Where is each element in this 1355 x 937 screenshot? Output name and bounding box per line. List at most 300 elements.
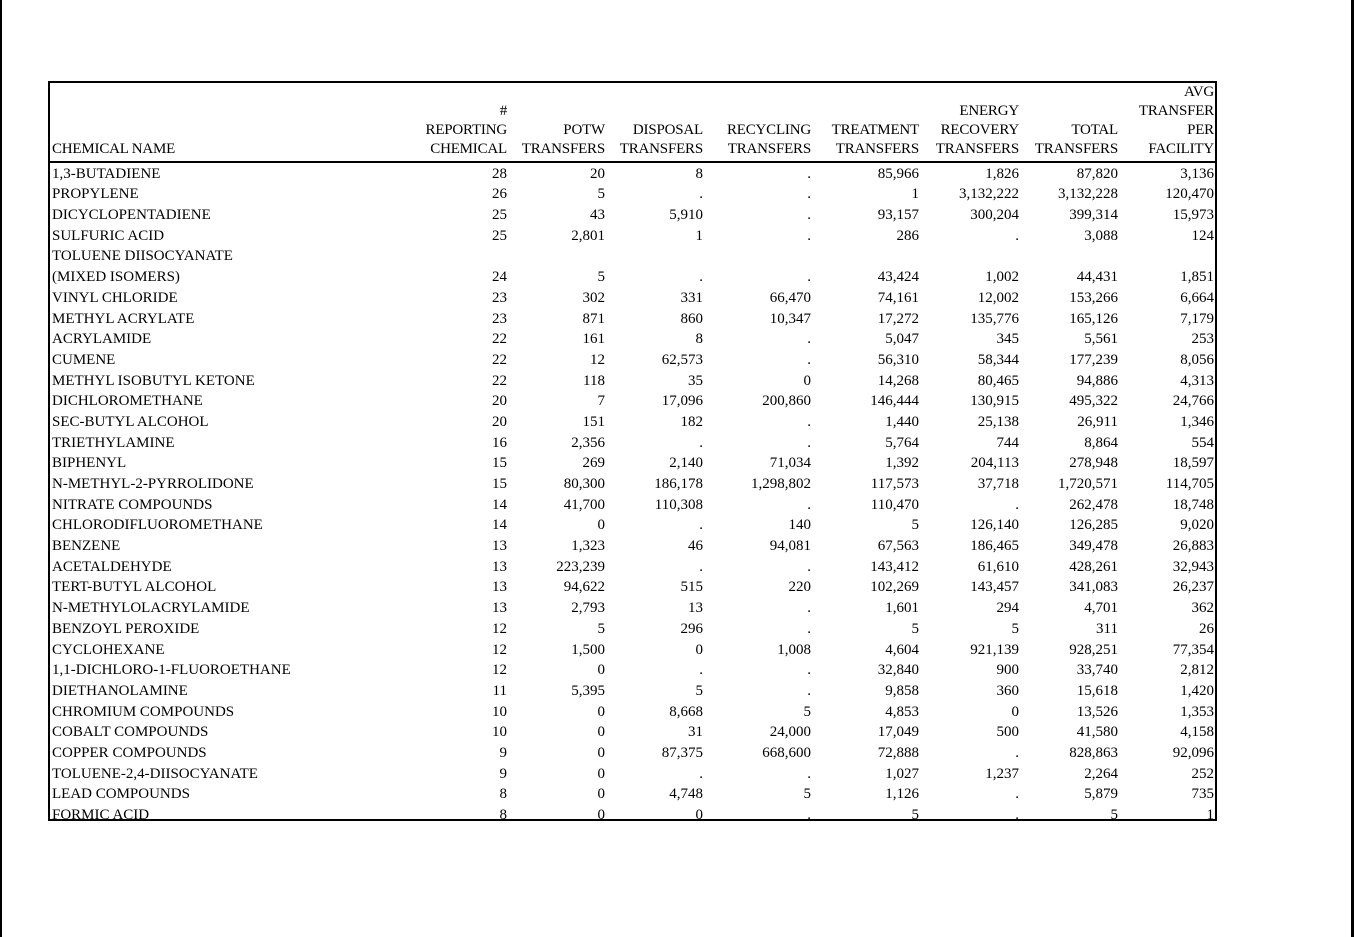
- treatment-transfers-cell: 4,604: [885, 641, 919, 658]
- chemical-transfers-table: [50, 83, 1215, 825]
- column-header-line: RECYCLING: [726, 122, 811, 138]
- avg-transfer-per-facility-cell: 26,883: [1172, 538, 1214, 555]
- table-row: [50, 162, 1215, 184]
- potw-transfers-cell: 118: [583, 372, 605, 389]
- reporting-chemical-cell: 14: [492, 517, 507, 534]
- energy-recovery-transfers-cell: 294: [996, 600, 1019, 617]
- recycling-transfers-cell: 94,081: [769, 538, 811, 555]
- reporting-chemical-cell: 22: [492, 331, 507, 348]
- potw-transfers-cell: 1,500: [571, 641, 605, 658]
- recycling-transfers-cell: .: [807, 558, 811, 575]
- reporting-chemical-cell: 23: [492, 310, 507, 327]
- total-transfers-cell: 26,911: [1077, 413, 1118, 430]
- energy-recovery-transfers-cell: 3,132,222: [959, 186, 1019, 203]
- avg-transfer-per-facility-cell: 3,136: [1180, 165, 1214, 182]
- total-transfers-cell: 177,239: [1069, 351, 1118, 368]
- disposal-transfers-cell: 296: [680, 620, 703, 637]
- chemical-name-cell: CHLORODIFLUOROMETHANE: [52, 517, 263, 534]
- table-row: [50, 411, 1215, 432]
- reporting-chemical-cell: 9: [499, 744, 507, 761]
- potw-transfers-cell: 0: [597, 765, 605, 782]
- column-header-avg-transfer-per-facility: [1119, 83, 1215, 162]
- potw-transfers-cell: 0: [597, 744, 605, 761]
- disposal-transfers-cell: 186,178: [654, 476, 703, 492]
- recycling-transfers-cell: [704, 246, 812, 267]
- reporting-chemical-cell: 12: [492, 620, 507, 637]
- avg-transfer-per-facility-cell: 1: [1206, 807, 1214, 823]
- recycling-transfers-cell: .: [807, 682, 811, 699]
- chemical-name-cell: BIPHENYL: [52, 455, 127, 472]
- column-header-line: AVG: [1184, 84, 1214, 100]
- energy-recovery-transfers-cell: 500: [996, 724, 1019, 741]
- potw-transfers-cell: 223,239: [556, 558, 605, 575]
- disposal-transfers-cell: 1: [695, 227, 703, 244]
- disposal-transfers-cell: .: [699, 434, 703, 451]
- disposal-transfers-cell: 17,096: [661, 393, 703, 410]
- disposal-transfers-cell: .: [699, 662, 703, 679]
- chemical-name-cell: (MIXED ISOMERS): [52, 269, 180, 286]
- chemical-name-cell: COBALT COMPOUNDS: [52, 724, 209, 741]
- chemical-name-cell: ACETALDEHYDE: [52, 558, 172, 575]
- total-transfers-cell: 399,314: [1069, 207, 1118, 224]
- treatment-transfers-cell: 17,049: [877, 724, 919, 741]
- table-row: [50, 660, 1215, 681]
- reporting-chemical-cell: [412, 246, 508, 267]
- treatment-transfers-cell: 56,310: [877, 351, 919, 368]
- reporting-chemical-cell: 14: [492, 496, 507, 513]
- potw-transfers-cell: 0: [597, 517, 605, 534]
- treatment-transfers-cell: 43,424: [877, 269, 919, 286]
- treatment-transfers-cell: 85,966: [877, 165, 919, 182]
- total-transfers-cell: 495,322: [1069, 393, 1118, 410]
- recycling-transfers-cell: .: [807, 434, 811, 451]
- column-header-potw-transfers: [508, 83, 606, 162]
- energy-recovery-transfers-cell: 1,002: [985, 269, 1019, 286]
- total-transfers-cell: 94,886: [1076, 372, 1118, 389]
- table-row: [50, 225, 1215, 246]
- treatment-transfers-cell: 14,268: [877, 372, 919, 389]
- energy-recovery-transfers-cell: 204,113: [970, 455, 1019, 472]
- chemical-name-cell: CHROMIUM COMPOUNDS: [52, 703, 235, 720]
- column-header-energy-recovery-transfers: [920, 83, 1020, 162]
- treatment-transfers-cell: 1,126: [885, 786, 919, 803]
- chemical-name-cell: FORMIC ACID: [52, 807, 150, 823]
- avg-transfer-per-facility-cell: 252: [1191, 765, 1214, 782]
- column-header-line: REPORTING: [425, 122, 507, 138]
- recycling-transfers-cell: 140: [788, 517, 811, 534]
- disposal-transfers-cell: .: [699, 186, 703, 203]
- avg-transfer-per-facility-cell: 253: [1191, 331, 1214, 348]
- recycling-transfers-cell: .: [807, 331, 811, 348]
- column-header-line: TRANSFERS: [835, 141, 919, 157]
- potw-transfers-cell: 12: [590, 351, 605, 368]
- column-header-line: TRANSFERS: [727, 141, 811, 157]
- table-row: [50, 763, 1215, 784]
- avg-transfer-per-facility-cell: 18,748: [1172, 496, 1214, 513]
- disposal-transfers-cell: 5: [695, 682, 703, 699]
- energy-recovery-transfers-cell: .: [1015, 807, 1019, 823]
- total-transfers-cell: 278,948: [1069, 455, 1118, 472]
- total-transfers-cell: 928,251: [1069, 641, 1118, 658]
- avg-transfer-per-facility-cell: 9,020: [1180, 517, 1214, 534]
- total-transfers-cell: 33,740: [1076, 662, 1118, 679]
- column-header-chemical-name: [50, 83, 412, 162]
- avg-transfer-per-facility-cell: 124: [1191, 227, 1214, 244]
- column-header-line: ENERGY: [959, 103, 1019, 119]
- disposal-transfers-cell: 62,573: [661, 351, 703, 368]
- reporting-chemical-cell: 9: [499, 765, 507, 782]
- chemical-name-cell: PROPYLENE: [52, 186, 139, 203]
- disposal-transfers-cell: 182: [680, 413, 703, 430]
- column-header-treatment-transfers: [812, 83, 920, 162]
- avg-transfer-per-facility-cell: 32,943: [1172, 558, 1214, 575]
- avg-transfer-per-facility-cell: 26: [1199, 620, 1214, 637]
- column-header-line: RECOVERY: [940, 122, 1019, 138]
- chemical-name-cell: TOLUENE-2,4-DIISOCYANATE: [52, 765, 258, 782]
- potw-transfers-cell: 94,622: [563, 579, 605, 596]
- disposal-transfers-cell: 8: [695, 165, 703, 182]
- avg-transfer-per-facility-cell: 92,096: [1172, 744, 1214, 761]
- avg-transfer-per-facility-cell: 6,664: [1180, 289, 1214, 306]
- table-row: [50, 742, 1215, 763]
- potw-transfers-cell: 2,356: [571, 434, 605, 451]
- reporting-chemical-cell: 22: [492, 351, 507, 368]
- reporting-chemical-cell: 15: [492, 476, 507, 492]
- table-row: [50, 722, 1215, 743]
- reporting-chemical-cell: 13: [492, 600, 507, 617]
- table-row: [50, 515, 1215, 536]
- table-body: [50, 162, 1215, 825]
- reporting-chemical-cell: 25: [492, 227, 507, 244]
- reporting-chemical-cell: 23: [492, 289, 507, 306]
- chemical-name-cell: VINYL CHLORIDE: [52, 289, 178, 306]
- recycling-transfers-cell: 71,034: [769, 455, 811, 472]
- reporting-chemical-cell: 28: [492, 165, 507, 182]
- total-transfers-cell: 828,863: [1069, 744, 1118, 761]
- recycling-transfers-cell: 200,860: [762, 393, 811, 410]
- energy-recovery-transfers-cell: 300,204: [970, 207, 1019, 224]
- disposal-transfers-cell: 87,375: [661, 744, 703, 761]
- column-header-reporting-chemical: [412, 83, 508, 162]
- disposal-transfers-cell: [606, 246, 704, 267]
- recycling-transfers-cell: .: [807, 765, 811, 782]
- avg-transfer-per-facility-cell: [1119, 246, 1215, 267]
- treatment-transfers-cell: 32,840: [877, 662, 919, 679]
- reporting-chemical-cell: 20: [492, 393, 507, 410]
- energy-recovery-transfers-cell: 143,457: [970, 579, 1019, 596]
- potw-transfers-cell: 41,700: [563, 496, 605, 513]
- recycling-transfers-cell: 220: [788, 579, 811, 596]
- potw-transfers-cell: 7: [597, 393, 605, 410]
- energy-recovery-transfers-cell: [920, 246, 1020, 267]
- potw-transfers-cell: 302: [582, 289, 605, 306]
- recycling-transfers-cell: .: [807, 207, 811, 224]
- energy-recovery-transfers-cell: 80,465: [977, 372, 1019, 389]
- table-row: [50, 701, 1215, 722]
- recycling-transfers-cell: 5: [803, 703, 811, 720]
- chemical-name-cell: TRIETHYLAMINE: [52, 434, 175, 451]
- reporting-chemical-cell: 13: [492, 558, 507, 575]
- total-transfers-cell: 13,526: [1076, 703, 1118, 720]
- table-row: [50, 266, 1215, 287]
- column-header-line: TRANSFERS: [619, 141, 703, 157]
- potw-transfers-cell: 5: [597, 186, 605, 203]
- reporting-chemical-cell: 24: [492, 269, 507, 286]
- column-header-line: TRANSFERS: [1034, 141, 1118, 157]
- total-transfers-cell: 311: [1096, 620, 1118, 637]
- reporting-chemical-cell: 13: [492, 538, 507, 555]
- disposal-transfers-cell: 2,140: [669, 455, 703, 472]
- treatment-transfers-cell: 93,157: [877, 207, 919, 224]
- potw-transfers-cell: 1,323: [571, 538, 605, 555]
- column-header-line: PER: [1187, 122, 1214, 138]
- total-transfers-cell: 341,083: [1069, 579, 1118, 596]
- disposal-transfers-cell: 35: [688, 372, 703, 389]
- recycling-transfers-cell: .: [807, 496, 811, 513]
- table-row: [50, 494, 1215, 515]
- potw-transfers-cell: 2,801: [571, 227, 605, 244]
- chemical-name-cell: BENZOYL PEROXIDE: [52, 620, 200, 637]
- reporting-chemical-cell: 8: [499, 807, 507, 823]
- header-row: [50, 83, 1215, 162]
- table-row: [50, 804, 1215, 825]
- potw-transfers-cell: 5,395: [571, 682, 605, 699]
- table-row: [50, 639, 1215, 660]
- treatment-transfers-cell: 102,269: [870, 579, 919, 596]
- table-row: [50, 784, 1215, 805]
- energy-recovery-transfers-cell: 61,610: [977, 558, 1019, 575]
- avg-transfer-per-facility-cell: 7,179: [1180, 310, 1214, 327]
- chemical-name-cell: TOLUENE DIISOCYANATE: [52, 248, 233, 265]
- potw-transfers-cell: 871: [582, 310, 605, 327]
- chemical-name-cell: N-METHYL-2-PYRROLIDONE: [52, 476, 254, 492]
- treatment-transfers-cell: 9,858: [885, 682, 919, 699]
- disposal-transfers-cell: 31: [688, 724, 703, 741]
- table-row: [50, 308, 1215, 329]
- treatment-transfers-cell: 143,412: [870, 558, 919, 575]
- potw-transfers-cell: 151: [582, 413, 605, 430]
- chemical-name-cell: TERT-BUTYL ALCOHOL: [52, 579, 217, 596]
- total-transfers-cell: 41,580: [1076, 724, 1118, 741]
- column-header-line: TREATMENT: [831, 122, 919, 138]
- total-transfers-cell: 2,264: [1084, 765, 1118, 782]
- potw-transfers-cell: 2,793: [571, 600, 605, 617]
- chemical-name-cell: LEAD COMPOUNDS: [52, 786, 190, 803]
- potw-transfers-cell: 5: [597, 620, 605, 637]
- disposal-transfers-cell: .: [699, 558, 703, 575]
- treatment-transfers-cell: 117,573: [870, 476, 919, 492]
- treatment-transfers-cell: 17,272: [877, 310, 919, 327]
- treatment-transfers-cell: 1,392: [885, 455, 919, 472]
- treatment-transfers-cell: [812, 246, 920, 267]
- table-row: [50, 535, 1215, 556]
- total-transfers-cell: 126,285: [1069, 517, 1118, 534]
- column-header-line: DISPOSAL: [632, 122, 703, 138]
- page-border-left: [0, 0, 2, 937]
- chemical-name-cell: NITRATE COMPOUNDS: [52, 496, 213, 513]
- chemical-name-cell: ACRYLAMIDE: [52, 331, 152, 348]
- table-row: [50, 329, 1215, 350]
- total-transfers-cell: 87,820: [1076, 165, 1118, 182]
- treatment-transfers-cell: 67,563: [877, 538, 919, 555]
- disposal-transfers-cell: 860: [680, 310, 703, 327]
- disposal-transfers-cell: 110,308: [654, 496, 703, 513]
- disposal-transfers-cell: 0: [695, 641, 703, 658]
- recycling-transfers-cell: 10,347: [769, 310, 811, 327]
- disposal-transfers-cell: .: [699, 269, 703, 286]
- avg-transfer-per-facility-cell: 120,470: [1165, 186, 1214, 203]
- potw-transfers-cell: 269: [582, 455, 605, 472]
- avg-transfer-per-facility-cell: 2,812: [1180, 662, 1214, 679]
- total-transfers-cell: 8,864: [1084, 434, 1118, 451]
- column-header-line: CHEMICAL NAME: [52, 141, 176, 157]
- column-header-line: TRANSFERS: [521, 141, 605, 157]
- energy-recovery-transfers-cell: 5: [1011, 620, 1019, 637]
- table-row: [50, 556, 1215, 577]
- chemical-name-cell: SULFURIC ACID: [52, 227, 165, 244]
- column-header-disposal-transfers: [606, 83, 704, 162]
- recycling-transfers-cell: .: [807, 186, 811, 203]
- treatment-transfers-cell: 5: [911, 620, 919, 637]
- chemical-name-cell: COPPER COMPOUNDS: [52, 744, 207, 761]
- treatment-transfers-cell: 286: [896, 227, 919, 244]
- avg-transfer-per-facility-cell: 1,346: [1180, 413, 1214, 430]
- total-transfers-cell: 153,266: [1069, 289, 1118, 306]
- potw-transfers-cell: 0: [597, 807, 605, 823]
- energy-recovery-transfers-cell: 900: [996, 662, 1019, 679]
- disposal-transfers-cell: 8: [695, 331, 703, 348]
- disposal-transfers-cell: 46: [688, 538, 703, 555]
- treatment-transfers-cell: 72,888: [877, 744, 919, 761]
- disposal-transfers-cell: 13: [688, 600, 703, 617]
- total-transfers-cell: 5,561: [1084, 331, 1118, 348]
- column-header-line: #: [499, 103, 507, 119]
- chemical-name-cell: METHYL ISOBUTYL KETONE: [52, 372, 255, 389]
- column-header-line: CHEMICAL: [430, 141, 507, 157]
- avg-transfer-per-facility-cell: 554: [1191, 434, 1214, 451]
- chemical-name-cell: CYCLOHEXANE: [52, 641, 165, 658]
- column-header-line: FACILITY: [1148, 141, 1214, 157]
- chemical-name-cell: METHYL ACRYLATE: [52, 310, 195, 327]
- total-transfers-cell: 3,088: [1084, 227, 1118, 244]
- energy-recovery-transfers-cell: .: [1015, 496, 1019, 513]
- potw-transfers-cell: [508, 246, 606, 267]
- total-transfers-cell: 4,701: [1084, 600, 1118, 617]
- table-row: [50, 287, 1215, 308]
- potw-transfers-cell: 0: [597, 786, 605, 803]
- chemical-name-cell: CUMENE: [52, 351, 116, 368]
- column-header-line: TOTAL: [1071, 122, 1118, 138]
- recycling-transfers-cell: 5: [803, 786, 811, 803]
- treatment-transfers-cell: 4,853: [885, 703, 919, 720]
- total-transfers-cell: 5,879: [1084, 786, 1118, 803]
- chemical-name-cell: DIETHANOLAMINE: [52, 682, 188, 699]
- avg-transfer-per-facility-cell: 735: [1191, 786, 1214, 803]
- table-row: [50, 597, 1215, 618]
- reporting-chemical-cell: 10: [492, 703, 507, 720]
- energy-recovery-transfers-cell: 58,344: [977, 351, 1019, 368]
- reporting-chemical-cell: 26: [492, 186, 507, 203]
- table-row: [50, 618, 1215, 639]
- recycling-transfers-cell: .: [807, 807, 811, 823]
- chemical-name-cell: 1,1-DICHLORO-1-FLUOROETHANE: [52, 662, 291, 679]
- reporting-chemical-cell: 16: [492, 434, 507, 451]
- disposal-transfers-cell: 0: [695, 807, 703, 823]
- table-row: [50, 432, 1215, 453]
- potw-transfers-cell: 5: [597, 269, 605, 286]
- avg-transfer-per-facility-cell: 362: [1191, 600, 1214, 617]
- total-transfers-cell: 15,618: [1076, 682, 1118, 699]
- energy-recovery-transfers-cell: 186,465: [970, 538, 1019, 555]
- total-transfers-cell: [1020, 246, 1119, 267]
- energy-recovery-transfers-cell: 25,138: [977, 413, 1019, 430]
- treatment-transfers-cell: 146,444: [870, 393, 919, 410]
- table-row: [50, 246, 1215, 267]
- avg-transfer-per-facility-cell: 114,705: [1165, 476, 1214, 492]
- energy-recovery-transfers-cell: 744: [996, 434, 1019, 451]
- disposal-transfers-cell: 515: [680, 579, 703, 596]
- treatment-transfers-cell: 5: [911, 517, 919, 534]
- chemical-name-cell: 1,3-BUTADIENE: [52, 165, 161, 182]
- treatment-transfers-cell: 74,161: [877, 289, 919, 306]
- total-transfers-cell: 165,126: [1069, 310, 1118, 327]
- recycling-transfers-cell: 24,000: [769, 724, 811, 741]
- table-header: [50, 83, 1215, 162]
- table-row: [50, 577, 1215, 598]
- energy-recovery-transfers-cell: 345: [996, 331, 1019, 348]
- recycling-transfers-cell: .: [807, 351, 811, 368]
- disposal-transfers-cell: .: [699, 765, 703, 782]
- reporting-chemical-cell: 10: [492, 724, 507, 741]
- column-header-line: TRANSFER: [1138, 103, 1214, 119]
- potw-transfers-cell: 0: [597, 703, 605, 720]
- recycling-transfers-cell: .: [807, 165, 811, 182]
- treatment-transfers-cell: 1,027: [885, 765, 919, 782]
- treatment-transfers-cell: 110,470: [870, 496, 919, 513]
- energy-recovery-transfers-cell: 126,140: [970, 517, 1019, 534]
- energy-recovery-transfers-cell: 0: [1011, 703, 1019, 720]
- potw-transfers-cell: 20: [590, 165, 605, 182]
- reporting-chemical-cell: 15: [492, 455, 507, 472]
- energy-recovery-transfers-cell: 921,139: [970, 641, 1019, 658]
- disposal-transfers-cell: 8,668: [669, 703, 703, 720]
- treatment-transfers-cell: 1: [911, 186, 919, 203]
- total-transfers-cell: 44,431: [1076, 269, 1118, 286]
- table-row: [50, 473, 1215, 494]
- chemical-name-cell: SEC-BUTYL ALCOHOL: [52, 413, 209, 430]
- recycling-transfers-cell: 0: [803, 372, 811, 389]
- column-header-total-transfers: [1020, 83, 1119, 162]
- chemical-name-cell: DICYCLOPENTADIENE: [52, 207, 211, 224]
- avg-transfer-per-facility-cell: 4,158: [1180, 724, 1214, 741]
- reporting-chemical-cell: 25: [492, 207, 507, 224]
- avg-transfer-per-facility-cell: 4,313: [1180, 372, 1214, 389]
- total-transfers-cell: 5: [1110, 807, 1118, 823]
- avg-transfer-per-facility-cell: 77,354: [1172, 641, 1214, 658]
- treatment-transfers-cell: 5: [911, 807, 919, 823]
- avg-transfer-per-facility-cell: 26,237: [1172, 579, 1214, 596]
- energy-recovery-transfers-cell: 12,002: [977, 289, 1019, 306]
- reporting-chemical-cell: 20: [492, 413, 507, 430]
- table-row: [50, 349, 1215, 370]
- energy-recovery-transfers-cell: 1,237: [985, 765, 1019, 782]
- column-header-line: POTW: [563, 122, 605, 138]
- reporting-chemical-cell: 8: [499, 786, 507, 803]
- recycling-transfers-cell: .: [807, 620, 811, 637]
- treatment-transfers-cell: 1,601: [885, 600, 919, 617]
- table-row: [50, 204, 1215, 225]
- recycling-transfers-cell: .: [807, 600, 811, 617]
